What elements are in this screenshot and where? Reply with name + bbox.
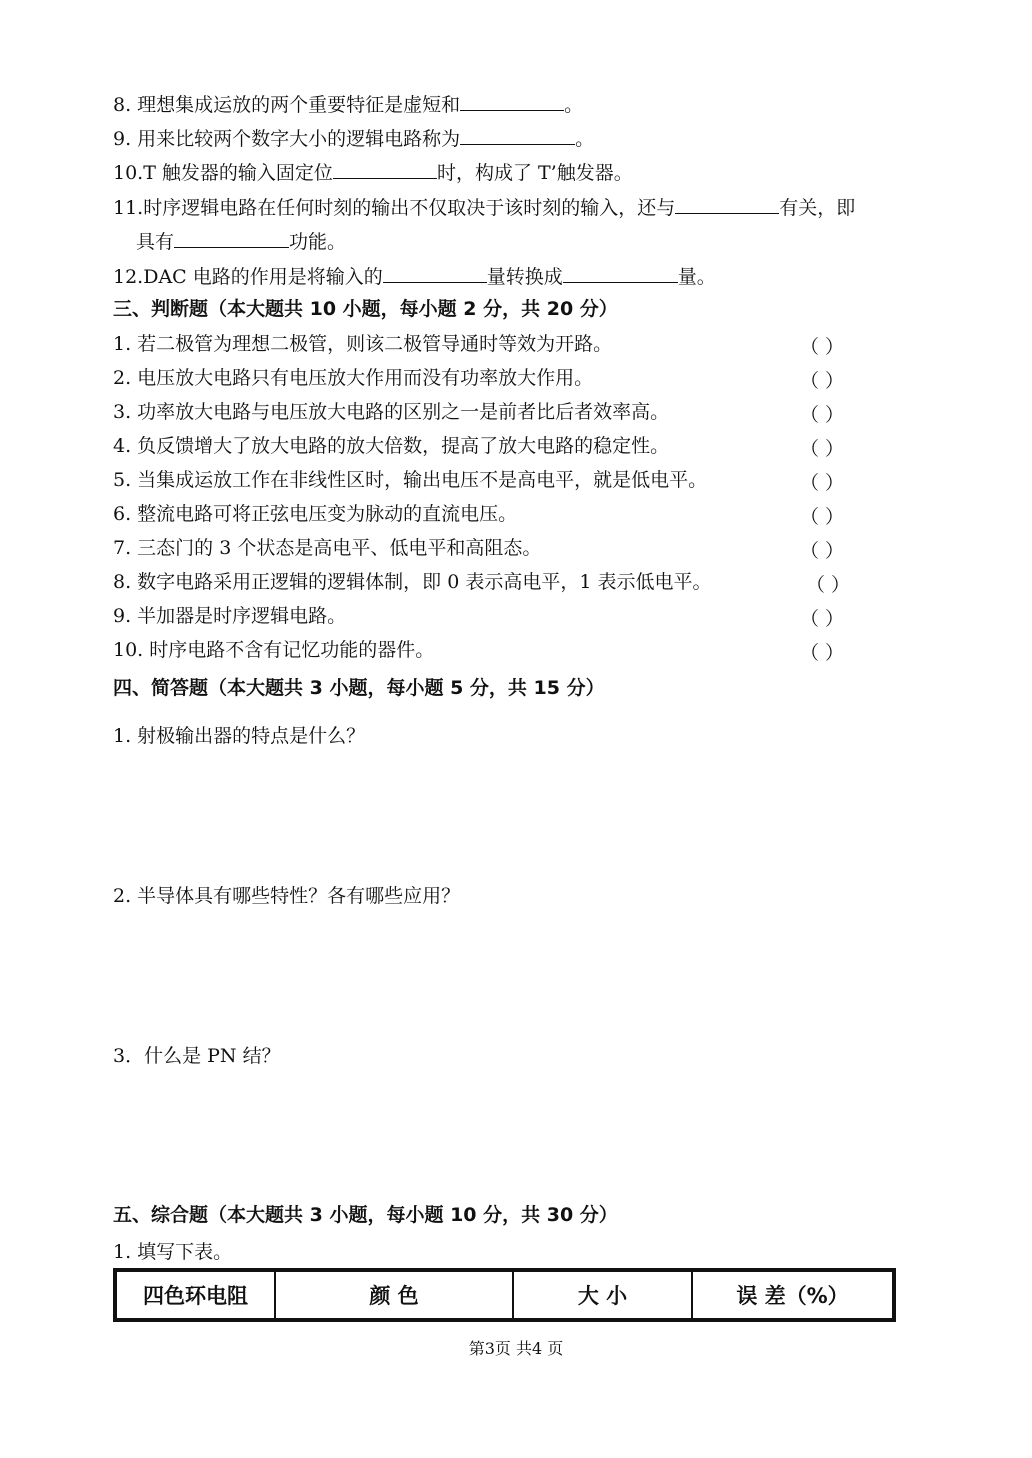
tf-item: 1. 若二极管为理想二极管，则该二极管导通时等效为开路。	[113, 333, 613, 355]
question-text: 功能。	[289, 231, 347, 253]
section-heading-true-false: 三、判断题（本大题共 10 小题，每小题 2 分，共 20 分）	[113, 298, 618, 320]
table-header-cell: 误 差（%）	[692, 1270, 894, 1320]
resistor-table	[113, 1268, 896, 1322]
answer-blank[interactable]	[460, 126, 575, 145]
answer-blank[interactable]	[460, 92, 564, 111]
answer-parentheses[interactable]: （ ）	[806, 574, 851, 596]
question-text: 11.时序逻辑电路在任何时刻的输出不仅取决于该时刻的输入，还与	[113, 197, 676, 219]
comprehensive-question: 1. 填写下表。	[113, 1241, 233, 1263]
fill-question-9	[113, 126, 594, 151]
answer-parentheses[interactable]: （ ）	[800, 608, 845, 630]
answer-blank[interactable]	[563, 264, 678, 283]
question-text: 。	[564, 94, 584, 116]
tf-item: 10. 时序电路不含有记忆功能的器件。	[113, 639, 435, 661]
question-text: 量。	[677, 266, 716, 288]
short-answer-question: 2. 半导体具有哪些特性？各有哪些应用？	[113, 885, 461, 907]
question-text: 9. 用来比较两个数字大小的逻辑电路称为	[113, 128, 461, 150]
fill-question-10	[113, 160, 633, 185]
fill-question-11-cont	[136, 229, 346, 254]
tf-item: 9. 半加器是时序逻辑电路。	[113, 605, 347, 627]
short-answer-question: 1. 射极输出器的特点是什么？	[113, 725, 366, 747]
question-text: 具有	[136, 231, 175, 253]
tf-item: 7. 三态门的 3 个状态是高电平、低电平和高阻态。	[113, 537, 542, 559]
table-header-row	[115, 1270, 894, 1320]
question-text: 10.T 触发器的输入固定位	[113, 162, 333, 184]
fill-question-8	[113, 92, 583, 117]
question-text: 时，构成了 T’触发器。	[436, 162, 633, 184]
tf-item: 3. 功率放大电路与电压放大电路的区别之一是前者比后者效率高。	[113, 401, 670, 423]
question-text: 有关，即	[779, 197, 856, 219]
answer-parentheses[interactable]: （ ）	[800, 472, 845, 494]
section-heading-comprehensive: 五、综合题（本大题共 3 小题，每小题 10 分，共 30 分）	[113, 1204, 618, 1226]
fill-question-11	[113, 195, 855, 220]
short-answer-question: 3．什么是 PN 结？	[113, 1045, 281, 1067]
tf-item: 8. 数字电路采用正逻辑的逻辑体制，即 0 表示高电平，1 表示低电平。	[113, 571, 712, 593]
answer-blank[interactable]	[333, 160, 437, 179]
answer-parentheses[interactable]: （ ）	[800, 540, 845, 562]
answer-parentheses[interactable]: （ ）	[800, 404, 845, 426]
question-text: 。	[575, 128, 595, 150]
answer-parentheses[interactable]: （ ）	[800, 336, 845, 358]
fill-question-12	[113, 264, 716, 289]
answer-blank[interactable]	[675, 195, 779, 214]
answer-parentheses[interactable]: （ ）	[800, 506, 845, 528]
tf-item: 6. 整流电路可将正弦电压变为脉动的直流电压。	[113, 503, 518, 525]
answer-blank[interactable]	[174, 229, 289, 248]
tf-item: 2. 电压放大电路只有电压放大作用而没有功率放大作用。	[113, 367, 594, 389]
table-header-cell: 颜 色	[275, 1270, 513, 1320]
answer-parentheses[interactable]: （ ）	[800, 370, 845, 392]
question-text: 8. 理想集成运放的两个重要特征是虚短和	[113, 94, 461, 116]
page-footer: 第3页 共4 页	[468, 1339, 564, 1358]
tf-item: 5. 当集成运放工作在非线性区时，输出电压不是高电平，就是低电平。	[113, 469, 708, 491]
section-heading-short-answer: 四、简答题（本大题共 3 小题，每小题 5 分，共 15 分）	[113, 677, 605, 699]
table-header-cell: 四色环电阻	[115, 1270, 275, 1320]
answer-parentheses[interactable]: （ ）	[800, 642, 845, 664]
answer-blank[interactable]	[383, 264, 487, 283]
question-text: 12.DAC 电路的作用是将输入的	[113, 266, 383, 288]
tf-item: 4. 负反馈增大了放大电路的放大倍数，提高了放大电路的稳定性。	[113, 435, 670, 457]
answer-parentheses[interactable]: （ ）	[800, 438, 845, 460]
question-text: 量转换成	[486, 266, 563, 288]
table-header-cell: 大 小	[513, 1270, 692, 1320]
